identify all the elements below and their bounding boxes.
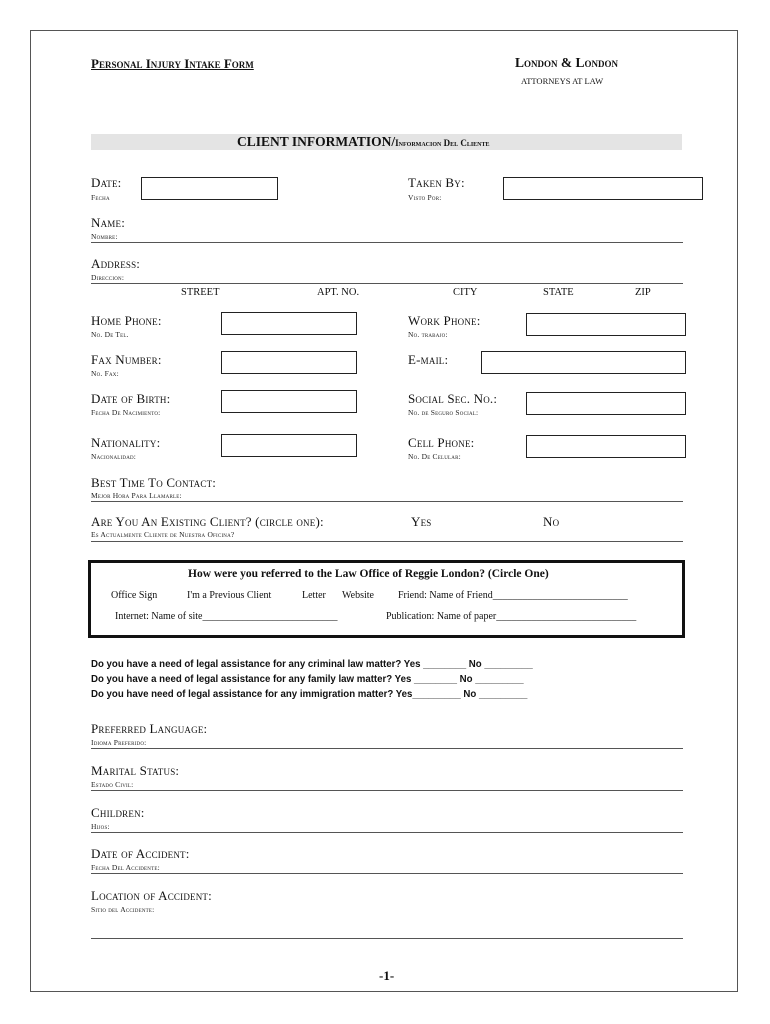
dob-label: Date of Birth: bbox=[91, 391, 171, 406]
cell-phone-label: Cell Phone: bbox=[408, 435, 475, 450]
existing-client-sublabel: Es Actualmente Cliente de Nuestra Oficina? bbox=[91, 530, 235, 539]
address-col-state: STATE bbox=[543, 287, 574, 298]
best-time-line[interactable] bbox=[91, 501, 683, 502]
accident-location-line[interactable] bbox=[91, 938, 683, 939]
date-field[interactable] bbox=[141, 177, 278, 200]
name-line[interactable] bbox=[91, 242, 683, 243]
marital-sublabel: Estado Civil: bbox=[91, 780, 134, 789]
home-phone-sublabel: No. De Tel. bbox=[91, 330, 129, 339]
section-title bbox=[237, 134, 490, 151]
referral-previous-client[interactable]: I'm a Previous Client bbox=[187, 590, 272, 601]
address-col-street: STREET bbox=[181, 287, 220, 298]
home-phone-field[interactable] bbox=[221, 312, 357, 335]
address-col-zip: ZIP bbox=[635, 287, 651, 298]
marital-label: Marital Status: bbox=[91, 763, 180, 778]
ssn-sublabel: No. de Seguro Social: bbox=[408, 408, 479, 417]
nationality-sublabel: Nacionalidad: bbox=[91, 452, 137, 461]
ssn-field[interactable] bbox=[526, 392, 686, 415]
taken-by-label: Taken By: bbox=[408, 175, 465, 190]
accident-location-label: Location of Accident: bbox=[91, 888, 212, 903]
taken-by-sublabel: Visto Por: bbox=[408, 193, 442, 202]
work-phone-field[interactable] bbox=[526, 313, 686, 336]
accident-date-sublabel: Fecha Del Accidente: bbox=[91, 863, 160, 872]
form-title: Personal Injury Intake Form bbox=[91, 56, 254, 71]
dob-sublabel: Fecha De Nacimiento: bbox=[91, 408, 161, 417]
referral-friend[interactable]: Friend: Name of Friend___________________________ bbox=[398, 590, 628, 601]
referral-internet[interactable]: Internet: Name of site___________________________ bbox=[115, 611, 338, 622]
language-label: Preferred Language: bbox=[91, 721, 208, 736]
address-line[interactable] bbox=[91, 283, 683, 284]
existing-client-label: Are You An Existing Client? (circle one): bbox=[91, 514, 324, 529]
section-title-main: CLIENT INFORMATION bbox=[237, 134, 392, 149]
referral-website[interactable]: Website bbox=[342, 590, 374, 601]
form-page bbox=[30, 30, 738, 992]
language-sublabel: Idioma Preferido: bbox=[91, 738, 147, 747]
email-label: E-mail: bbox=[408, 352, 449, 367]
address-label: Address: bbox=[91, 256, 141, 271]
children-line[interactable] bbox=[91, 832, 683, 833]
firm-subtitle: ATTORNEYS AT LAW bbox=[521, 76, 604, 86]
section-title-sep: / bbox=[391, 134, 396, 149]
question-family: Do you have a need of legal assistance for any family law matter? Yes ________ No _________ bbox=[91, 673, 524, 685]
fax-label: Fax Number: bbox=[91, 352, 162, 367]
cell-phone-sublabel: No. De Celular: bbox=[408, 452, 461, 461]
nationality-field[interactable] bbox=[221, 434, 357, 457]
question-immigration: Do you have need of legal assistance for any immigration matter? Yes_________ No _________ bbox=[91, 688, 528, 700]
referral-letter[interactable]: Letter bbox=[302, 590, 326, 601]
accident-location-sublabel: Sitio del Accidente: bbox=[91, 905, 155, 914]
referral-question: How were you referred to the Law Office of Reggie London? (Circle One) bbox=[188, 568, 549, 580]
best-time-sublabel: Mejor Hora Para Llamarle: bbox=[91, 491, 182, 500]
existing-client-no[interactable]: No bbox=[543, 514, 560, 529]
section-title-sub: Informacion Del Cliente bbox=[395, 138, 490, 148]
address-sublabel: Direccion: bbox=[91, 273, 125, 282]
best-time-label: Best Time To Contact: bbox=[91, 475, 217, 490]
question-criminal: Do you have a need of legal assistance for any criminal law matter? Yes ________ No _________ bbox=[91, 658, 533, 670]
date-label: Date: bbox=[91, 175, 122, 190]
fax-sublabel: No. Fax: bbox=[91, 369, 119, 378]
dob-field[interactable] bbox=[221, 390, 357, 413]
referral-office-sign[interactable]: Office Sign bbox=[111, 590, 158, 601]
ssn-label: Social Sec. No.: bbox=[408, 391, 498, 406]
name-label: Name: bbox=[91, 215, 125, 230]
referral-publication[interactable]: Publication: Name of paper____________________________ bbox=[386, 611, 637, 622]
page-number: -1- bbox=[379, 968, 395, 983]
name-sublabel: Nombre: bbox=[91, 232, 118, 241]
address-col-city: CITY bbox=[453, 287, 478, 298]
existing-client-line bbox=[91, 541, 683, 542]
work-phone-label: Work Phone: bbox=[408, 313, 481, 328]
firm-name: London & London bbox=[515, 55, 619, 70]
taken-by-field[interactable] bbox=[503, 177, 703, 200]
nationality-label: Nationality: bbox=[91, 435, 161, 450]
marital-line[interactable] bbox=[91, 790, 683, 791]
cell-phone-field[interactable] bbox=[526, 435, 686, 458]
email-field[interactable] bbox=[481, 351, 686, 374]
language-line[interactable] bbox=[91, 748, 683, 749]
children-sublabel: Hijos: bbox=[91, 822, 110, 831]
accident-date-label: Date of Accident: bbox=[91, 846, 190, 861]
existing-client-yes[interactable]: Yes bbox=[411, 514, 432, 529]
accident-date-line[interactable] bbox=[91, 873, 683, 874]
date-sublabel: Fecha bbox=[91, 193, 110, 202]
children-label: Children: bbox=[91, 805, 145, 820]
home-phone-label: Home Phone: bbox=[91, 313, 162, 328]
fax-field[interactable] bbox=[221, 351, 357, 374]
work-phone-sublabel: No. trabajo: bbox=[408, 330, 448, 339]
address-col-apt: APT. NO. bbox=[317, 287, 360, 298]
